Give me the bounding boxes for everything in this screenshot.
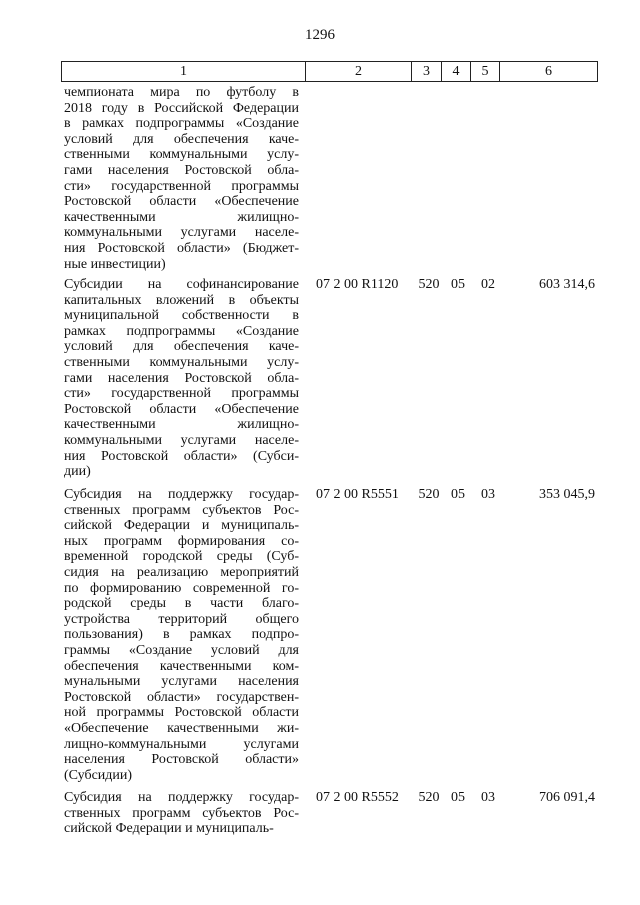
- description-line: Ростовской области «Обеспечение: [64, 401, 299, 417]
- row-code: 07 2 00 R5552: [316, 790, 399, 805]
- description-line: устройства территорий общего: [64, 611, 299, 627]
- row-amount: 353 045,9: [539, 487, 595, 502]
- description-line: лищно-коммунальными услугами: [64, 736, 299, 752]
- description-line: Субсидия на поддержку государ-: [64, 790, 299, 805]
- description-line: коммунальными услугами населе-: [64, 432, 299, 448]
- row-col-4: 05: [451, 790, 465, 805]
- description-line: в рамках подпрограммы «Создание: [64, 116, 299, 132]
- description-line: родской среды в части благо-: [64, 596, 299, 612]
- description-line: чемпионата мира по футболу в: [64, 85, 299, 100]
- description-line: сийской Федерации и муниципаль-: [64, 518, 299, 534]
- description-line: ных программ формирования со-: [64, 533, 299, 549]
- row-col-5: 03: [481, 487, 495, 502]
- row-amount: 603 314,6: [539, 277, 595, 292]
- description-line: ния Ростовской области» (Субси-: [64, 448, 299, 464]
- description-line: 2018 году в Российской Федерации: [64, 100, 299, 116]
- description-line: Ростовской области» государствен-: [64, 689, 299, 705]
- description-line: Субсидии на софинансирование: [64, 277, 299, 292]
- description-line: ния Ростовской области» (Бюджет-: [64, 240, 299, 256]
- description-line: мунальными услугами населения: [64, 674, 299, 690]
- header-col-6: 6: [499, 61, 598, 82]
- description-line: капитальных вложений в объекты: [64, 292, 299, 308]
- description-line: ные инвестиции): [64, 256, 166, 272]
- row-description: [64, 487, 299, 783]
- description-line: «Обеспечение качественными жи-: [64, 720, 299, 736]
- description-line: дии): [64, 464, 91, 480]
- header-col-1: 1: [61, 61, 306, 82]
- description-line: ной программы Ростовской области: [64, 705, 299, 721]
- description-line: ственными коммунальными услу-: [64, 147, 299, 163]
- description-line: (Субсидии): [64, 767, 133, 783]
- row-col-3: 520: [418, 277, 440, 292]
- row-code: 07 2 00 R5551: [316, 487, 399, 502]
- description-line: населения Ростовской области»: [64, 752, 299, 768]
- row-col-3: 520: [418, 487, 440, 502]
- row-description: [64, 85, 299, 272]
- row-description: [64, 277, 299, 480]
- page-number: 1296: [305, 27, 335, 43]
- header-col-4: 4: [441, 61, 471, 82]
- description-line: рамках подпрограммы «Создание: [64, 323, 299, 339]
- description-line: сидия на реализацию мероприятий: [64, 564, 299, 580]
- row-amount: 706 091,4: [539, 790, 595, 805]
- description-line: ственных программ субъектов Рос-: [64, 502, 299, 518]
- description-line: муниципальной собственности в: [64, 308, 299, 324]
- description-line: сти» государственной программы: [64, 178, 299, 194]
- description-line: ственных программ субъектов Рос-: [64, 805, 299, 821]
- description-line: граммы «Создание условий для: [64, 642, 299, 658]
- description-line: качественными жилищно-: [64, 417, 299, 433]
- row-col-3: 520: [418, 790, 440, 805]
- description-line: коммунальными услугами населе-: [64, 225, 299, 241]
- description-line: сти» государственной программы: [64, 386, 299, 402]
- header-col-2: 2: [305, 61, 412, 82]
- row-col-4: 05: [451, 277, 465, 292]
- description-line: гами населения Ростовской обла-: [64, 370, 299, 386]
- description-line: условий для обеспечения каче-: [64, 131, 299, 147]
- description-line: Субсидия на поддержку государ-: [64, 487, 299, 502]
- description-line: сийской Федерации и муниципаль-: [64, 821, 274, 837]
- header-col-5: 5: [470, 61, 500, 82]
- row-col-5: 03: [481, 790, 495, 805]
- description-line: пользования) в рамках подпро-: [64, 627, 299, 643]
- row-code: 07 2 00 R1120: [316, 277, 399, 292]
- description-line: временной городской среды (Суб-: [64, 549, 299, 565]
- row-col-5: 02: [481, 277, 495, 292]
- description-line: обеспечения качественными ком-: [64, 658, 299, 674]
- description-line: условий для обеспечения каче-: [64, 339, 299, 355]
- description-line: по формированию современной го-: [64, 580, 299, 596]
- header-col-3: 3: [411, 61, 442, 82]
- row-col-4: 05: [451, 487, 465, 502]
- description-line: ственными коммунальными услу-: [64, 354, 299, 370]
- description-line: Ростовской области «Обеспечение: [64, 194, 299, 210]
- description-line: гами населения Ростовской обла-: [64, 162, 299, 178]
- description-line: качественными жилищно-: [64, 209, 299, 225]
- row-description: [64, 790, 299, 837]
